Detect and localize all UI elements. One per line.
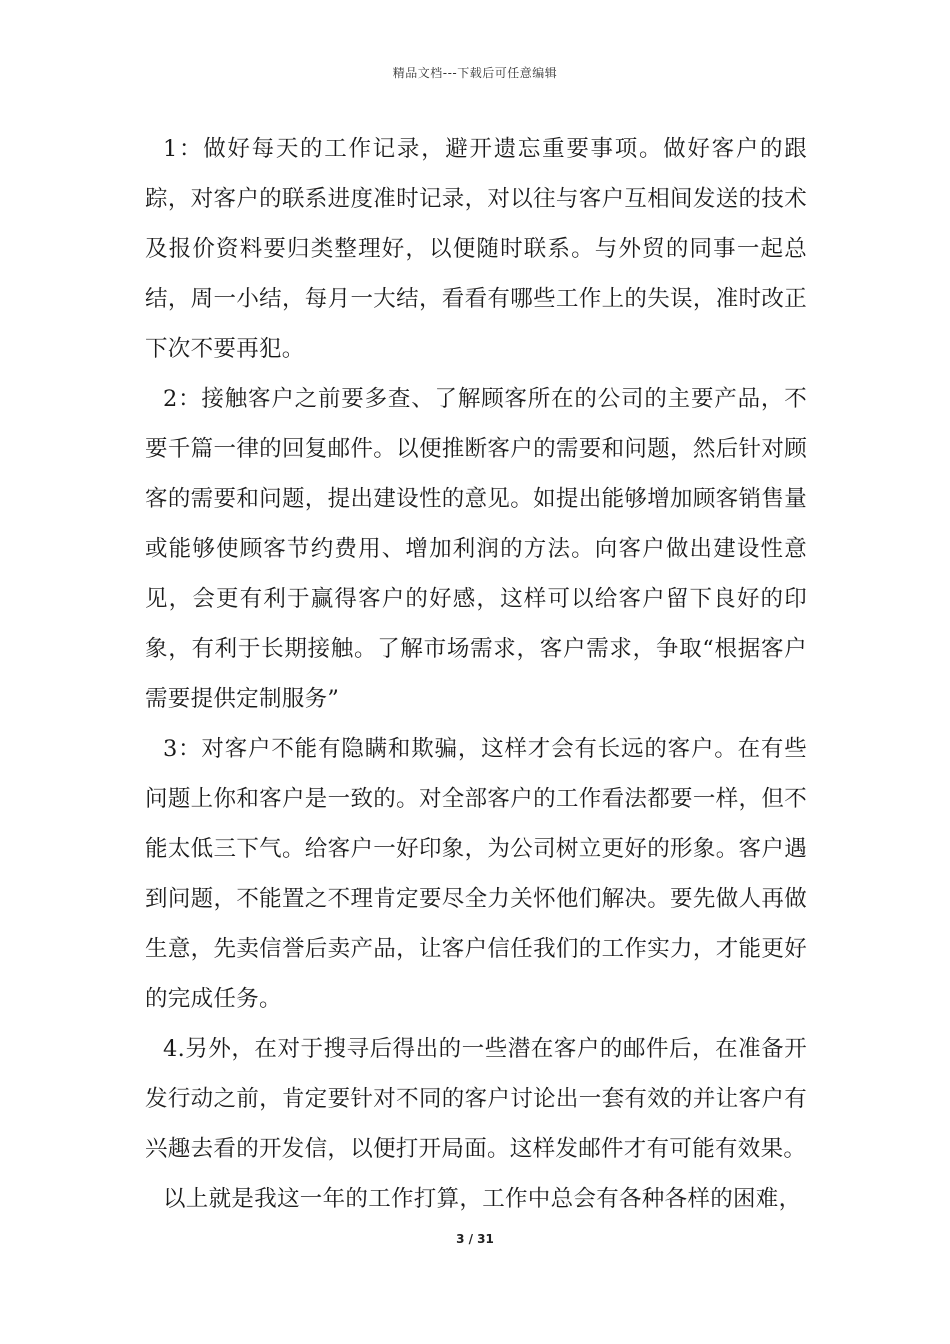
paragraph-1: 1：做好每天的工作记录，避开遗忘重要事项。做好客户的跟踪，对客户的联系进度准时记录，对以往与客户互相间发送的技术及报价资料要归类整理好，以便随时联系。与外贸的同事一起总结，周一小结，每月一大结，看看有哪些工作上的失误，准时改正下次不要再犯。 [145, 136, 807, 362]
page-number: 3 / 31 [456, 1232, 494, 1246]
paragraph-2: 2：接触客户之前要多查、了解顾客所在的公司的主要产品，不要千篇一律的回复邮件。以便推断客户的需要和问题，然后针对顾客的需要和问题，提出建设性的意见。如提出能够增加顾客销售量或能够使顾客节约费用、增加利润的方法。向客户做出建设性意见，会更有利于赢得客户的好感，这样可以给客户留下良好的印象，有利于长期接触。了解市场需求，客户需求，争取“根据客户需要提供定制服务” [145, 386, 807, 712]
paragraph-5: 以上就是我这一年的工作打算，工作中总会有各种各样的困难， [163, 1186, 802, 1212]
paragraph-4: 4.另外，在对于搜寻后得出的一些潜在客户的邮件后，在准备开发行动之前，肯定要针对不同的客户讨论出一套有效的并让客户有兴趣去看的开发信，以便打开局面。这样发邮件才有可能有效果。 [145, 1036, 807, 1162]
page-header: 精品文档---下载后可任意编辑 [392, 66, 558, 80]
paragraph-3: 3：对客户不能有隐瞒和欺骗，这样才会有长远的客户。在有些问题上你和客户是一致的。对全部客户的工作看法都要一样，但不能太低三下气。给客户一好印象，为公司树立更好的形象。客户遇到问题，不能置之不理肯定要尽全力关怀他们解决。要先做人再做生意，先卖信誉后卖产品，让客户信任我们的工作实力，才能更好的完成任务。 [145, 736, 807, 1012]
document-body [145, 124, 807, 1224]
